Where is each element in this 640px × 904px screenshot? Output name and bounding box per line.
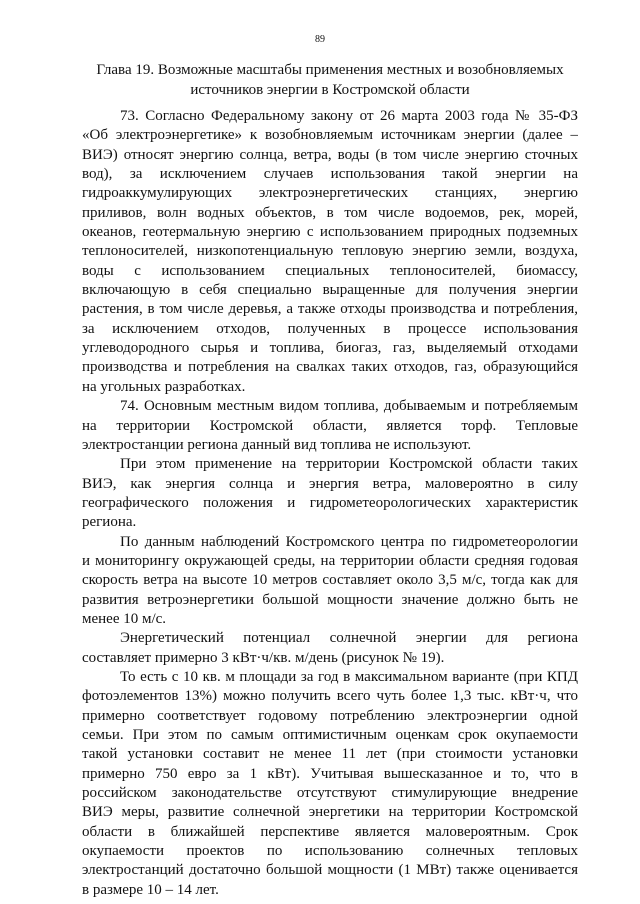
- paragraph-6-line: семьи. При этом по самым оптимистичным оценкам срок окупаемости: [82, 727, 578, 743]
- paragraph-6-line: электростанций достаточно большой мощности (1 МВт) также оценивается: [82, 862, 578, 879]
- paragraph-73-line: производства и потребления на свалках таких отходов, газ, образующийся: [82, 359, 578, 376]
- paragraph-73-line: «Об электроэнергетике» к возобновляемым источникам энергии (далее –: [82, 127, 578, 144]
- body-text: [82, 107, 578, 900]
- chapter-heading-line-2: источников энергии в Костромской области: [190, 82, 470, 98]
- paragraph-4-line: и мониторингу окружающей среды, на территории области средняя годовая: [82, 552, 578, 569]
- paragraph-73-line: ВИЭ) относят энергию солнца, ветра, воды (в том числе энергию сточных: [82, 146, 578, 163]
- paragraph-73-line: океанов, геотермальную энергию с использованием природных подземных: [82, 224, 578, 241]
- paragraph-73-line: углеводородного сырья и топлива, биогаз, газ, выделяемый отходами: [82, 340, 578, 357]
- paragraph-73-line: гидроаккумулирующих электроэнергетических станциях, энергию: [82, 185, 578, 202]
- paragraph-73-line: растения, в том числе деревья, а также отходы производства и потребления,: [82, 301, 578, 318]
- paragraph-6-line: ВИЭ меры, развитие солнечной энергетики на территории Костромской: [82, 804, 578, 821]
- paragraph-3-line: региона.: [82, 514, 137, 531]
- paragraph-74-line: электростанции региона данный вид топлива не используют.: [82, 436, 472, 453]
- paragraph-73-line: на угольных разработках.: [82, 378, 246, 395]
- paragraph-73-line: за исключением отходов, полученных в процессе использования: [82, 320, 578, 337]
- paragraph-6-line: окупаемости проектов по использованию солнечных тепловых: [82, 843, 578, 860]
- paragraph-73-line: приливов, волн водных объектов, в том числе водоемов, рек, морей,: [82, 204, 578, 221]
- paragraph-3-line: ВИЭ, как энергия солнца и энергия ветра, маловероятно в силу: [82, 475, 578, 492]
- paragraph-6-line: То есть с 10 кв. м площади за год в максимальном варианте (при КПД: [120, 668, 578, 685]
- paragraph-6-line: российском законодательстве отсутствуют стимулирующие внедрение: [82, 785, 578, 802]
- paragraph-74-line: на территории Костромской области, является торф. Тепловые: [82, 417, 578, 434]
- paragraph-6-line: такой установки составит не менее 11 лет (при стоимости установки: [82, 746, 578, 763]
- paragraph-5-line: Энергетический потенциал солнечной энергии для региона: [120, 630, 578, 647]
- paragraph-3-line: географического положения и гидрометеорологических характеристик: [82, 494, 578, 511]
- paragraph-4-line: скорость ветра на высоте 10 метров составляет около 3,5 м/с, тогда как для: [82, 572, 578, 589]
- paragraph-74-line: 74. Основным местным видом топлива, добываемым и потребляемым: [120, 398, 578, 415]
- chapter-heading: [82, 60, 578, 100]
- paragraph-73-line: воды с использованием специальных теплоносителей, биомассу,: [82, 262, 578, 279]
- paragraph-3-line: При этом применение на территории Костромской области таких: [120, 456, 578, 473]
- paragraph-6-line: примерно 750 евро за 1 кВт). Учитывая вышесказанное и то, что в: [82, 765, 578, 782]
- paragraph-6-line: примерно соответствует годовому потреблению электроэнергии одной: [82, 707, 578, 724]
- paragraph-6-line: в размере 10 – 14 лет.: [82, 881, 219, 898]
- chapter-heading-line-1: Глава 19. Возможные масштабы применения местных и возобновляемых: [96, 62, 564, 78]
- paragraph-6-line: фотоэлементов 13%) можно получить всего чуть более 1,3 тыс. кВт·ч, что: [82, 688, 578, 705]
- paragraph-4-line: развития ветроэнергетики большой мощности значение должно быть не: [82, 591, 578, 608]
- paragraph-4-line: По данным наблюдений Костромского центра по гидрометеорологии: [120, 533, 578, 550]
- paragraph-73-line: включающую в себя специально выращенные для получения энергии: [82, 282, 578, 299]
- paragraph-73-line: теплоносителей, низкопотенциальную тепловую энергию земли, воздуха,: [82, 243, 578, 260]
- paragraph-6-line: области в ближайшей перспективе является маловероятным. Срок: [82, 823, 578, 840]
- page-number: 89: [315, 34, 325, 45]
- paragraph-5-line: составляет примерно 3 кВт·ч/кв. м/день (рисунок № 19).: [82, 649, 445, 666]
- paragraph-73-line: 73. Согласно Федеральному закону от 26 марта 2003 года № 35-ФЗ: [120, 108, 578, 124]
- paragraph-4-line: менее 10 м/с.: [82, 610, 167, 627]
- paragraph-73-line: вод), за исключением случаев использования такой энергии на: [82, 166, 578, 183]
